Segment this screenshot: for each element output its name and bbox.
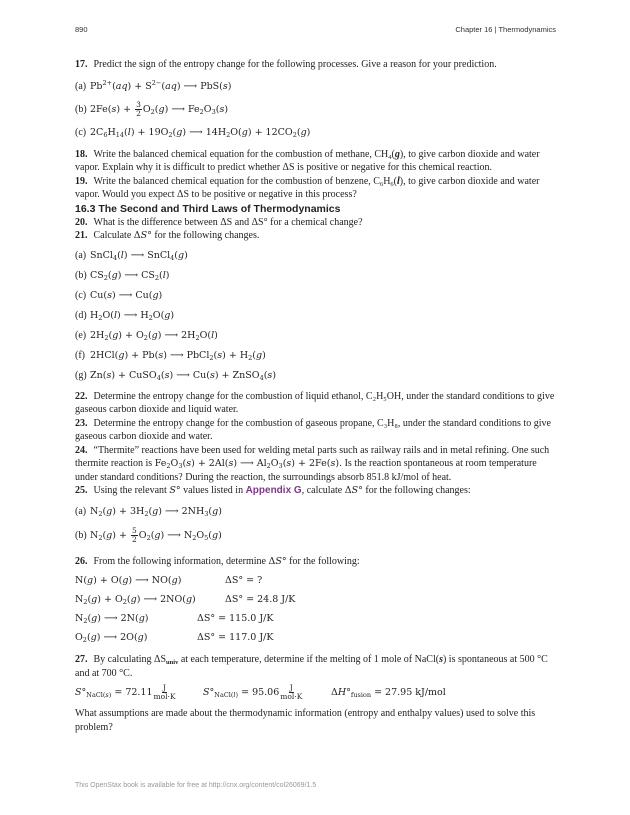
question-text: By calculating ΔS: [93, 654, 167, 665]
question-17: [75, 58, 555, 72]
question-21: 21. Calculate ΔS° for the following changes.: [75, 230, 260, 241]
option-17a: (a) $Pb^{2+}(aq) + S^{2-}(aq)$ ⟶ PbS(s): [75, 78, 232, 92]
question-number: 20.: [75, 216, 88, 228]
question-text: Using the relevant: [93, 485, 167, 496]
question-text-cont: , to give carbon dioxide and water vapor. Explain why it is difficult to predict whether ΔS is positive or negative for this chemical reaction.: [75, 148, 540, 173]
entropy-value: ΔS° = 117.0 J/K: [197, 632, 274, 643]
question-text: Predict the sign of the entropy change for the following processes. Give a reason for your prediction.: [93, 59, 497, 70]
question-text: Calculate: [93, 230, 132, 241]
option-label: (a): [75, 250, 87, 261]
chapter-label: Chapter 16: [455, 25, 493, 34]
entropy-solid-value: = 72.11: [114, 686, 153, 698]
option-21b: (b) $CS_2(g)$ ⟶ $CS_2(l)$: [75, 270, 170, 282]
exercise-content: [75, 58, 555, 734]
question-number: 23.: [75, 417, 88, 429]
chapter-title: Thermodynamics: [498, 25, 556, 34]
option-label: (e): [75, 330, 87, 341]
option-label: (c): [75, 127, 87, 138]
question-number: 19.: [75, 175, 88, 187]
question-text-cont: , calculate: [301, 485, 343, 496]
page-footer: This OpenStax book is available for free at http://cnx.org/content/col26069/1.5: [75, 782, 317, 789]
option-21d: (d) $H_2O(l)$ ⟶ $H_2O(g)$: [75, 310, 175, 322]
question-19: 19. Write the balanced chemical equation for the combustion of benzene, $C_6H_6(l)$, to give carbon dioxide and water vapor. Would you expect ΔS to be positive or negative in this process?: [75, 175, 540, 200]
section-heading: 16.3 The Second and Third Laws of Thermodynamics: [75, 202, 341, 215]
nacl-data-row: $S^\circ_{NaCl(s)} = 72.11$ $\frac{J}{\text{mol·K}}$ $S^\circ_{NaCl(l)} = 95.06$ $\frac{J}{\text{mol·K}}$ $\Delta H^\circ_{fusion} = 27.95$ kJ/mol: [75, 682, 446, 701]
option-label: (f): [75, 350, 85, 361]
option-label: (a): [75, 80, 87, 92]
option-label: (b): [75, 270, 87, 281]
question-number: 22.: [75, 390, 88, 402]
appendix-g-link[interactable]: Appendix G: [245, 485, 302, 496]
question-27: 27. By calculating $\Delta S_{univ}$ at each temperature, determine if the melting of 1 mole of NaCl(s) is spontaneous at 500 °C and at 700 °C.: [75, 654, 548, 679]
question-text: From the following information, determine: [93, 555, 266, 567]
unit-numerator: J: [289, 682, 293, 692]
data-row-4: $O_2(g)$ ⟶ 2O(g) ΔS° = 117.0 J/K: [75, 632, 274, 644]
question-text: “Thermite” reactions have been used for welding metal parts such as railway rails and in metal refining. One such thermite reaction is: [75, 444, 550, 469]
question-25: 25. Using the relevant S° values listed in Appendix G, calculate ΔS° for the following changes:: [75, 485, 471, 496]
option-21g: (g) Zn(s) + CuSO$_4$(s) ⟶ Cu(s) + ZnSO$_4$(s): [75, 370, 277, 382]
option-21e: (e) $2H_2(g) + O_2(g)$ ⟶ $2H_2O(l)$: [75, 330, 218, 342]
option-21a: (a) SnCl$_4$(l) ⟶ SnCl$_4$(g): [75, 250, 188, 262]
question-26: 26. From the following information, determine ΔS° for the following:: [75, 555, 360, 567]
header-separator: |: [494, 25, 497, 34]
entropy-value: ΔS° = ?: [225, 575, 263, 586]
question-text-cont: ) is spontaneous at 500 °C and at 700 °C.: [75, 654, 548, 679]
option-label: (g): [75, 370, 87, 381]
entropy-value: ΔS° = 24.8 J/K: [225, 594, 296, 605]
unit-denominator: mol·K: [153, 691, 176, 701]
enthalpy-fusion-value: = 27.95 kJ/mol: [374, 686, 446, 698]
option-label: (b): [75, 103, 87, 115]
question-text-cont: , to give carbon dioxide and water vapor. Would you expect ΔS to be positive or negative in this process?: [75, 175, 540, 200]
data-row-3: $N_2(g)$ ⟶ 2N(g) ΔS° = 115.0 J/K: [75, 613, 274, 625]
question-number: 25.: [75, 485, 88, 496]
option-label: (d): [75, 310, 87, 321]
question-text-cont: for the following changes.: [154, 230, 260, 241]
page-number: 890: [75, 25, 88, 34]
question-number: 18.: [75, 148, 88, 160]
question-text: Write the balanced chemical equation for the combustion of benzene, C: [93, 175, 380, 187]
question-text: What is the difference between ΔS and ΔS° for a chemical change?: [93, 216, 363, 228]
question-text-cont: for the following changes:: [365, 485, 471, 496]
question-text: Determine the entropy change for the combustion of gaseous propane, C₃H₈, under the standard conditions to give gaseous carbon dioxide and water.: [75, 417, 551, 442]
question-text: Write the balanced chemical equation for the combustion of methane, CH: [93, 148, 389, 160]
unit-denominator: mol·K: [280, 691, 303, 701]
option-label: (a): [75, 506, 87, 517]
option-17c: (c) $2C_6H_{14}(l) + 19O_2(g)$ ⟶ $14H_2O(g) + 12CO_2(g)$: [75, 127, 311, 139]
question-text-cont: at each temperature, determine if the melting of 1 mole of NaCl(: [180, 654, 440, 665]
option-21c: (c) Cu(s) ⟶ Cu(g): [75, 290, 163, 301]
question-number: 21.: [75, 230, 88, 241]
question-text-cont: values listed in: [183, 485, 244, 496]
question-number: 26.: [75, 555, 88, 567]
question-18: 18. Write the balanced chemical equation for the combustion of methane, $CH_4(g)$, to give carbon dioxide and water vapor. Explain why it is difficult to predict whether ΔS is positive or negative for this chemical reaction.: [75, 148, 540, 173]
question-20: [75, 216, 555, 230]
data-row-2: $N_2(g) + O_2(g)$ ⟶ 2NO(g) ΔS° = 24.8 J/K: [75, 594, 296, 606]
closing-question: What assumptions are made about the thermodynamic information (entropy and enthalpy values) used to solve this problem?: [75, 708, 536, 733]
question-text-cont: Is the reaction spontaneous at room temperature under standard conditions? During the reaction, the surroundings absorb 851.8 kJ/mol of heat.: [75, 458, 537, 483]
data-row-1: N(g) + O(g) ⟶ NO(g) ΔS° = ?: [75, 575, 263, 586]
unit-numerator: J: [163, 682, 167, 692]
entropy-value: ΔS° = 115.0 J/K: [197, 613, 274, 624]
question-24: 24. “Thermite” reactions have been used for welding metal parts such as railway rails and in metal refining. One such thermite reaction is $Fe_2O_3(s) + 2Al(s)$ ⟶ $Al_2O_3(s) + 2Fe(s)$. Is the reaction spontaneous at room temperature under standard conditions? During the reaction, the surroundings absorb 851.8 kJ/mol of heat.: [75, 444, 550, 483]
option-25b: (b) $N_2(g)$ + $\frac{5}{2}$ $O_2(g)$ ⟶ $N_2O_5(g)$: [75, 526, 222, 544]
option-label: (c): [75, 290, 87, 301]
question-text-cont: for the following:: [289, 555, 360, 567]
question-23: [75, 417, 555, 444]
question-22: [75, 390, 555, 417]
question-number: 27.: [75, 654, 88, 665]
running-header: [455, 25, 556, 34]
option-21f: (f) 2HCl(g) + Pb(s) ⟶ PbCl$_2$(s) + $H_2(g)$: [75, 350, 266, 362]
entropy-liquid-value: = 95.06: [241, 686, 280, 698]
option-17b: (b) 2Fe(s) + $\frac{3}{2}$ $O_2(g)$ ⟶ $Fe_2O_3(s)$: [75, 99, 229, 118]
question-number: 17.: [75, 59, 88, 70]
question-number: 24.: [75, 444, 88, 456]
option-25a: (a) $N_2(g) + 3H_2(g)$ ⟶ $2NH_3(g)$: [75, 506, 222, 518]
option-label: (b): [75, 530, 87, 541]
question-text: Determine the entropy change for the combustion of liquid ethanol, C₂H₅OH, under the standard conditions to give gaseous carbon dioxide and liquid water.: [75, 390, 555, 415]
